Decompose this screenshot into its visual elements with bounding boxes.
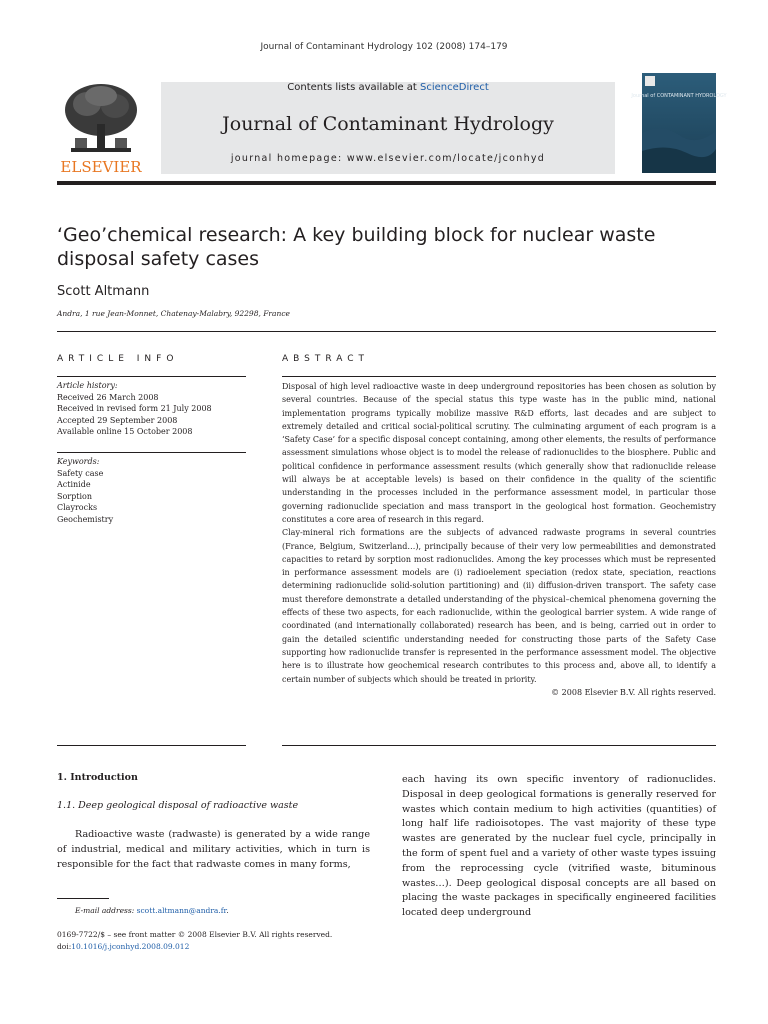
title-divider: [57, 331, 716, 332]
section-heading: 1. Introduction: [57, 772, 138, 783]
keyword-item: Actinide: [57, 480, 91, 489]
author-affiliation: Andra, 1 rue Jean-Monnet, Chatenay-Malabry, 92298, France: [57, 309, 290, 318]
abstract-paragraph: Clay-mineral rich formations are the subjects of advanced radwaste programs in several countries (France, Belgium, Switzerland…), principally because of their very low permeabilities and demonstrated capacities to retard by sorption most radionuclides. Among the key processes which must be represented in performance assessment models are (i) radioelement speciation (redox state, speciation, reactions determining radionuclide solid-solution partitioning) and (ii) diffusion-driven transport. The safety case must therefore demonstrate a detailed understanding of the physical–chemical phenomena governing the effects of these two aspects, for each radionuclide, within the geological barrier system. A wide range of coordinated (and internationally collaborated) research has been, and is being, carried out in order to gain the detailed scientific understanding needed for constructing those parts of the Safety Case supporting how radionuclide transfer is represented in the performance assessment model. The objective here is to illustrate how geochemical research contributes to this process and, above all, to identify a certain number of subjects which should be treated in priority.: [282, 528, 716, 684]
contents-line: [161, 82, 615, 93]
tree-emblem-icon: [57, 80, 145, 175]
journal-citation: Journal of Contaminant Hydrology 102 (2008) 174–179: [260, 42, 508, 52]
body-paragraph: each having its own specific inventory of radionuclides. Disposal in deep geological formations is generally reserved for wastes which contain medium to high activities (quantities) of long half life radioisotopes. The vast majority of these type wastes are generated by the nuclear fuel cycle, principally in the form of spent fuel and a variety of other waste types issuing from the reprocessing cycle (vitrified waste, bituminous wastes…). Deep geological disposal concepts are all based on placing the waste packages in specifically engineered facilities located deep underground: [402, 774, 716, 919]
keyword-item: Sorption: [57, 491, 92, 501]
subsection-heading: 1.1. Deep geological disposal of radioactive waste: [57, 800, 299, 811]
abstract-heading: ABSTRACT: [282, 354, 370, 364]
contents-prefix: Contents lists available at: [287, 82, 421, 93]
cover-image-icon: [631, 73, 727, 173]
body-paragraph: Radioactive waste (radwaste) is generated by a wide range of industrial, medical and military activities, which in turn is responsible for the fact that radwaste comes in many forms,: [57, 829, 370, 870]
abstract-divider: [282, 376, 716, 377]
keywords: [57, 456, 246, 525]
keyword-item: Clayrocks: [57, 503, 98, 512]
keywords-label: Keywords:: [57, 457, 100, 466]
article-history: [57, 380, 246, 438]
cover-title: Journal of CONTAMINANT HYDROLOGY: [631, 93, 727, 99]
issn-line: 0169-7722/$ – see front matter © 2008 Elsevier B.V. All rights reserved.: [57, 930, 333, 939]
info-bottom-divider: [57, 745, 246, 746]
journal-homepage[interactable]: journal homepage: www.elsevier.com/locate/jconhyd: [230, 153, 546, 164]
article-info-heading: ARTICLE INFO: [57, 354, 179, 364]
copyright-notice: © 2008 Elsevier B.V. All rights reserved.: [551, 687, 716, 697]
right-column-text: [402, 773, 716, 921]
keyword-item: Safety case: [57, 468, 104, 478]
elsevier-logo: [57, 80, 145, 175]
keyword-item: Geochemistry: [57, 514, 114, 524]
sciencedirect-link[interactable]: ScienceDirect: [420, 82, 489, 93]
article-title: ‘Geo’chemical research: A key building block for nuclear waste disposal safety cases: [57, 224, 656, 270]
doi-prefix: doi:: [57, 942, 72, 951]
article-info-divider: [57, 376, 246, 377]
keywords-divider: [57, 452, 246, 453]
journal-cover: [631, 73, 727, 173]
history-accepted: Accepted 29 September 2008: [57, 415, 178, 425]
doi-line: [57, 942, 189, 951]
abstract-paragraph: Disposal of high level radioactive waste in deep underground repositories has been chosen as solution by several countries. Because of the special status this type waste has in the public mind, national implementation programs typically mobilize massive R&D efforts, last decades and are subject to extremely detailed and critical social-political scrutiny. The culminating argument of each program is a ‘Safety Case’ for a specific disposal concept containing, among other elements, the results of performance assessment simulations whose object is to model the release of radionuclides to the biosphere. Public and political confidence in performance assessment results (which generally show that radionuclide release will always be at acceptable levels) is based on their confidence in the quality of the scientific understanding in the processes included in the performance assessment model, in particular those governing radionuclide speciation and mass transport in the geological host formation. Geochemistry constitutes a core area of research in this regard.: [282, 382, 716, 524]
email-link[interactable]: scott.altmann@andra.fr: [136, 906, 227, 915]
header-divider: [57, 181, 716, 185]
abstract-body: [282, 380, 716, 699]
abstract-bottom-divider: [282, 745, 716, 746]
history-online: Available online 15 October 2008: [57, 427, 193, 436]
publisher-wordmark: ELSEVIER: [60, 158, 142, 176]
footnote-email: [75, 906, 229, 915]
left-column-text: [57, 828, 370, 872]
doi-link[interactable]: 10.1016/j.jconhyd.2008.09.012: [71, 942, 190, 951]
footnote-divider: [57, 898, 109, 899]
history-revised: Received in revised form 21 July 2008: [57, 404, 212, 413]
journal-name: Journal of Contaminant Hydrology: [222, 113, 554, 135]
history-label: Article history:: [57, 381, 118, 390]
history-received: Received 26 March 2008: [57, 392, 159, 402]
article-author: Scott Altmann: [57, 284, 150, 299]
email-end: .: [226, 906, 229, 915]
email-label: E-mail address:: [75, 906, 137, 915]
